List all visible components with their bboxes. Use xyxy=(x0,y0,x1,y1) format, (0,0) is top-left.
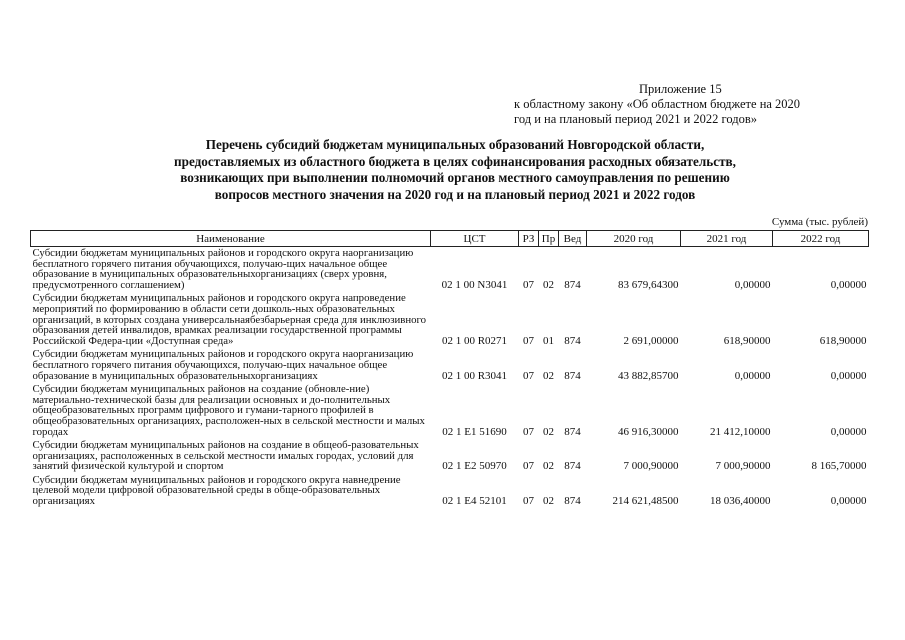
cell-2020: 43 882,85700 xyxy=(618,369,679,382)
cell-ved: 874 xyxy=(564,460,581,473)
cell-2022: 618,90000 xyxy=(819,334,867,347)
document-title xyxy=(60,137,850,203)
header-cst: ЦСТ xyxy=(431,231,519,247)
name-line: полнительных общеобразовательных программ цифрового и гумани- xyxy=(32,393,391,417)
cell-pr: 02 xyxy=(543,495,554,508)
cell-ved: 874 xyxy=(564,425,581,438)
table-header-row xyxy=(31,231,869,247)
cell-2020: 214 621,48500 xyxy=(612,495,679,508)
cell-name xyxy=(31,292,431,348)
name-line: организацию бесплатного горячего питания обучающихся, получаю- xyxy=(32,348,414,371)
header-2020: 2020 год xyxy=(587,231,681,247)
name-line: Субсидии бюджетам муниципальных районов на создание в общеоб- xyxy=(32,439,352,452)
cell-2021: 0,00000 xyxy=(734,278,771,291)
name-line: щих начальное общее образование в муниципальных образовательных xyxy=(32,358,388,382)
name-line: малых городах, условий для занятий физической культурой и спортом xyxy=(32,449,414,473)
cell-name xyxy=(31,247,431,293)
title-line: вопросов местного значения на 2020 год и на плановый период 2021 и 2022 годов xyxy=(214,186,696,202)
cell-cst: 02 1 00 R3041 xyxy=(441,369,508,382)
table-row xyxy=(31,474,869,509)
cell-ved: 874 xyxy=(564,278,581,291)
subsidies-table xyxy=(30,230,869,509)
cell-rz: 07 xyxy=(523,278,534,291)
cell-pr: 02 xyxy=(543,278,554,291)
name-line: образовательных организациях xyxy=(32,484,381,508)
title-line: возникающих при выполнении полномочий органов местного самоуправления по решению xyxy=(180,170,730,185)
cell-cst: 02 1 E4 52101 xyxy=(442,495,507,508)
name-line: Субсидии бюджетам муниципальных районов и городского округа на xyxy=(32,247,354,259)
name-line: ных в сельской местности и малых городах xyxy=(32,414,425,438)
cell-cst: 02 1 E2 50970 xyxy=(442,460,507,473)
name-line: ции «Доступная среда» xyxy=(125,334,234,347)
appendix-line-2: год и на плановый период 2021 и 2022 годов» xyxy=(514,112,757,126)
name-line: проведение мероприятий по формированию в области сети дошколь- xyxy=(32,292,406,315)
cell-rz: 07 xyxy=(523,425,534,438)
name-line: рамках реализации государственной программы Российской Федера- xyxy=(32,324,402,347)
header-pr: Пр xyxy=(539,231,559,247)
name-line: внедрение целевой модели цифровой образовательной среды в обще- xyxy=(32,473,401,497)
name-line: Субсидии бюджетам муниципальных районов и городского округа на xyxy=(32,473,354,486)
name-line: безбарьерная среда для инклюзивного образования детей инвалидов, в xyxy=(32,313,427,337)
table-row xyxy=(31,348,869,383)
appendix-line-1: к областному закону «Об областном бюджете на 2020 xyxy=(514,97,801,111)
cell-2022: 0,00000 xyxy=(830,369,867,382)
header-rz: РЗ xyxy=(519,231,539,247)
units-label: Сумма (тыс. рублей) xyxy=(771,216,868,228)
cell-cst: 02 1 00 R0271 xyxy=(441,334,508,347)
name-line: Субсидии бюджетам муниципальных районов и городского округа на xyxy=(32,348,354,361)
name-line: разовательных организациях, расположенных в сельской местности и xyxy=(32,439,419,462)
cell-2021: 0,00000 xyxy=(734,369,771,382)
cell-2020: 46 916,30000 xyxy=(618,425,679,438)
name-line: ние) материально-технической базы для реализации основных и до- xyxy=(32,383,370,406)
cell-2022: 0,00000 xyxy=(830,425,867,438)
cell-rz: 07 xyxy=(523,460,534,473)
cell-2022: 0,00000 xyxy=(830,495,867,508)
cell-ved: 874 xyxy=(564,495,581,508)
cell-2022: 8 165,70000 xyxy=(811,460,867,473)
table-row xyxy=(31,439,869,474)
appendix-number: Приложение 15 xyxy=(639,82,722,96)
cell-pr: 02 xyxy=(543,425,554,438)
name-line: ных образовательных организаций, в которых создана универсальная xyxy=(32,302,395,326)
header-ved: Вед xyxy=(559,231,587,247)
cell-2021: 18 036,40000 xyxy=(710,495,771,508)
cell-ved: 874 xyxy=(564,369,581,382)
cell-name xyxy=(31,348,431,383)
cell-rz: 07 xyxy=(523,369,534,382)
cell-2022: 0,00000 xyxy=(830,278,867,291)
cell-name xyxy=(31,439,431,474)
cell-rz: 07 xyxy=(523,334,534,347)
cell-2021: 21 412,10000 xyxy=(710,425,771,438)
cell-cst: 02 1 00 N3041 xyxy=(441,278,508,291)
table-body xyxy=(31,247,869,509)
table-row xyxy=(31,292,869,348)
cell-ved: 874 xyxy=(564,334,581,347)
header-2022: 2022 год xyxy=(773,231,869,247)
cell-name xyxy=(31,474,431,509)
cell-2021: 7 000,90000 xyxy=(715,460,771,473)
cell-cst: 02 1 E1 51690 xyxy=(442,425,507,438)
name-line: Субсидии бюджетам муниципальных районов и городского округа на xyxy=(32,292,353,305)
header-name: Наименование xyxy=(31,231,431,247)
appendix-header xyxy=(514,82,884,127)
cell-rz: 07 xyxy=(523,495,534,508)
cell-2020: 7 000,90000 xyxy=(623,460,679,473)
title-line: Перечень субсидий бюджетам муниципальных образований Новгородской области, xyxy=(205,137,705,152)
name-line: организациях xyxy=(255,369,318,382)
name-line: Субсидии бюджетам муниципальных районов на создание (обновле- xyxy=(32,383,350,396)
table-row xyxy=(31,247,869,293)
name-line: организацию бесплатного горячего питания обучающихся, получаю- xyxy=(32,247,414,270)
cell-pr: 02 xyxy=(543,460,554,473)
cell-2020: 2 691,00000 xyxy=(623,334,679,347)
cell-2020: 83 679,64300 xyxy=(618,278,679,291)
title-line: предоставляемых из областного бюджета в целях софинансирования расходных обязательств, xyxy=(174,153,736,169)
cell-pr: 01 xyxy=(543,334,554,347)
cell-2021: 618,90000 xyxy=(723,334,771,347)
cell-name xyxy=(31,383,431,439)
cell-pr: 02 xyxy=(543,369,554,382)
header-2021: 2021 год xyxy=(681,231,773,247)
table-row xyxy=(31,383,869,439)
name-line: организациях (сверх уровня, предусмотренного соглашением) xyxy=(32,268,387,291)
name-line: щих начальное общее образование в муниципальных образовательных xyxy=(32,257,388,281)
name-line: тарного профилей в общеобразовательных организациях, расположен- xyxy=(32,404,374,427)
